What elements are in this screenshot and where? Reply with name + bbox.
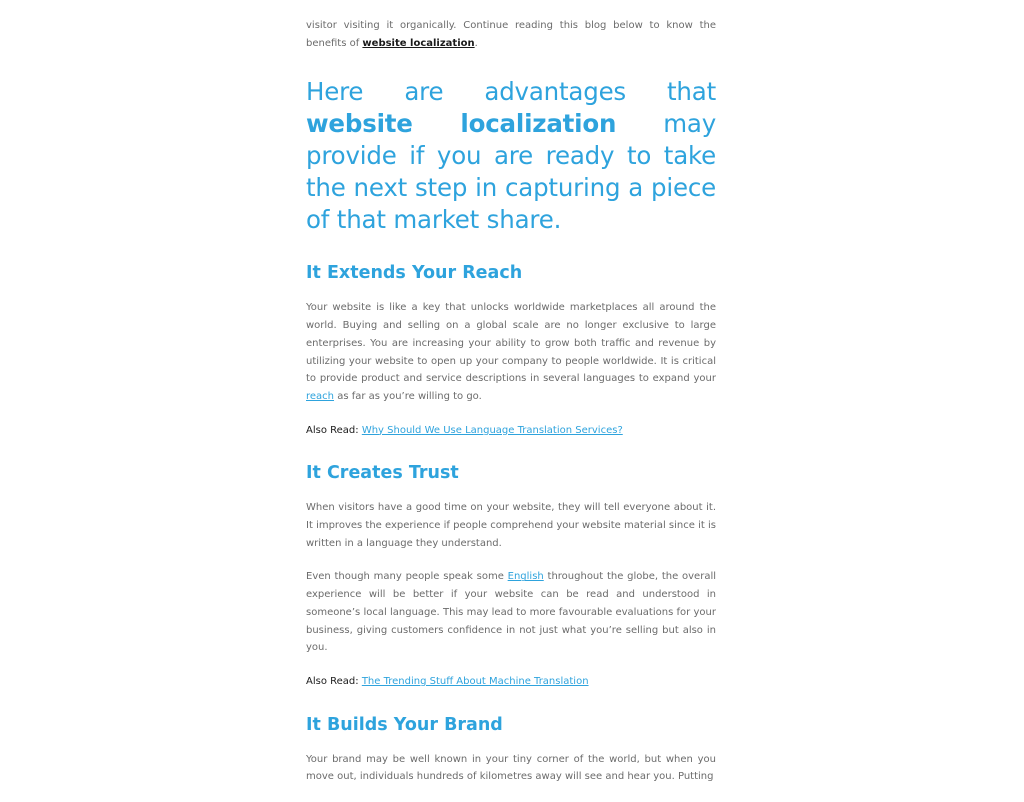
reach-paragraph xyxy=(306,299,716,405)
machine-translation-link[interactable]: The Trending Stuff About Machine Translation xyxy=(361,675,589,687)
intro-paragraph xyxy=(306,17,716,52)
heading-bold-text: website localization xyxy=(306,109,617,139)
also-read-machine-translation xyxy=(306,673,716,691)
intro-text: visitor visiting it organically. Continue reading this blog below to know the benefits of xyxy=(306,20,716,49)
heading-text-end: may provide if you are ready to take the next step in capturing a piece of that market share. xyxy=(306,109,716,235)
translation-services-link[interactable]: Why Should We Use Language Translation Services? xyxy=(361,424,623,436)
also-read-translation-services xyxy=(306,422,716,440)
trust-text-end: throughout the globe, the overall experience will be better if your website can be read and understood in someone’s local language. This may lead to more favourable evaluations for your business, giving customers confidence in not just what you’re selling but also in you. xyxy=(306,571,717,654)
heading-text-start: Here are advantages that xyxy=(306,77,716,107)
section-heading-reach: It Extends Your Reach xyxy=(306,263,523,284)
reach-text-end: as far as you’re willing to go. xyxy=(334,390,482,402)
trust-text: Even though many people speak some xyxy=(306,571,508,583)
website-localization-link[interactable]: website localization xyxy=(362,37,475,49)
intro-text-end: . xyxy=(474,37,478,49)
article-page xyxy=(306,17,716,802)
advantages-heading xyxy=(306,76,716,236)
trust-paragraph-1: When visitors have a good time on your website, they will tell everyone about it. It improves the experience if people comprehend your website material since it is written in a language they understand. xyxy=(306,502,716,549)
also-read-label: Also Read: xyxy=(306,424,359,436)
section-heading-trust: It Creates Trust xyxy=(306,463,459,484)
reach-text: Your website is like a key that unlocks worldwide marketplaces all around the world. Buying and selling on a global scale are no longer exclusive to large enterprises. You are increasing your ability to grow both traffic and revenue by utilizing your website to open up your company to people worldwide. It is critical to provide product and service descriptions in several languages to expand your xyxy=(306,302,716,385)
also-read-label: Also Read: xyxy=(306,675,359,687)
english-link[interactable]: English xyxy=(507,571,544,583)
reach-link[interactable]: reach xyxy=(306,390,335,402)
section-heading-brand: It Builds Your Brand xyxy=(306,714,503,735)
trust-paragraph-2 xyxy=(306,568,716,657)
brand-paragraph: Your brand may be well known in your tiny corner of the world, but when you move out, individuals hundreds of kilometres away will see and hear you. Putting xyxy=(306,753,716,783)
